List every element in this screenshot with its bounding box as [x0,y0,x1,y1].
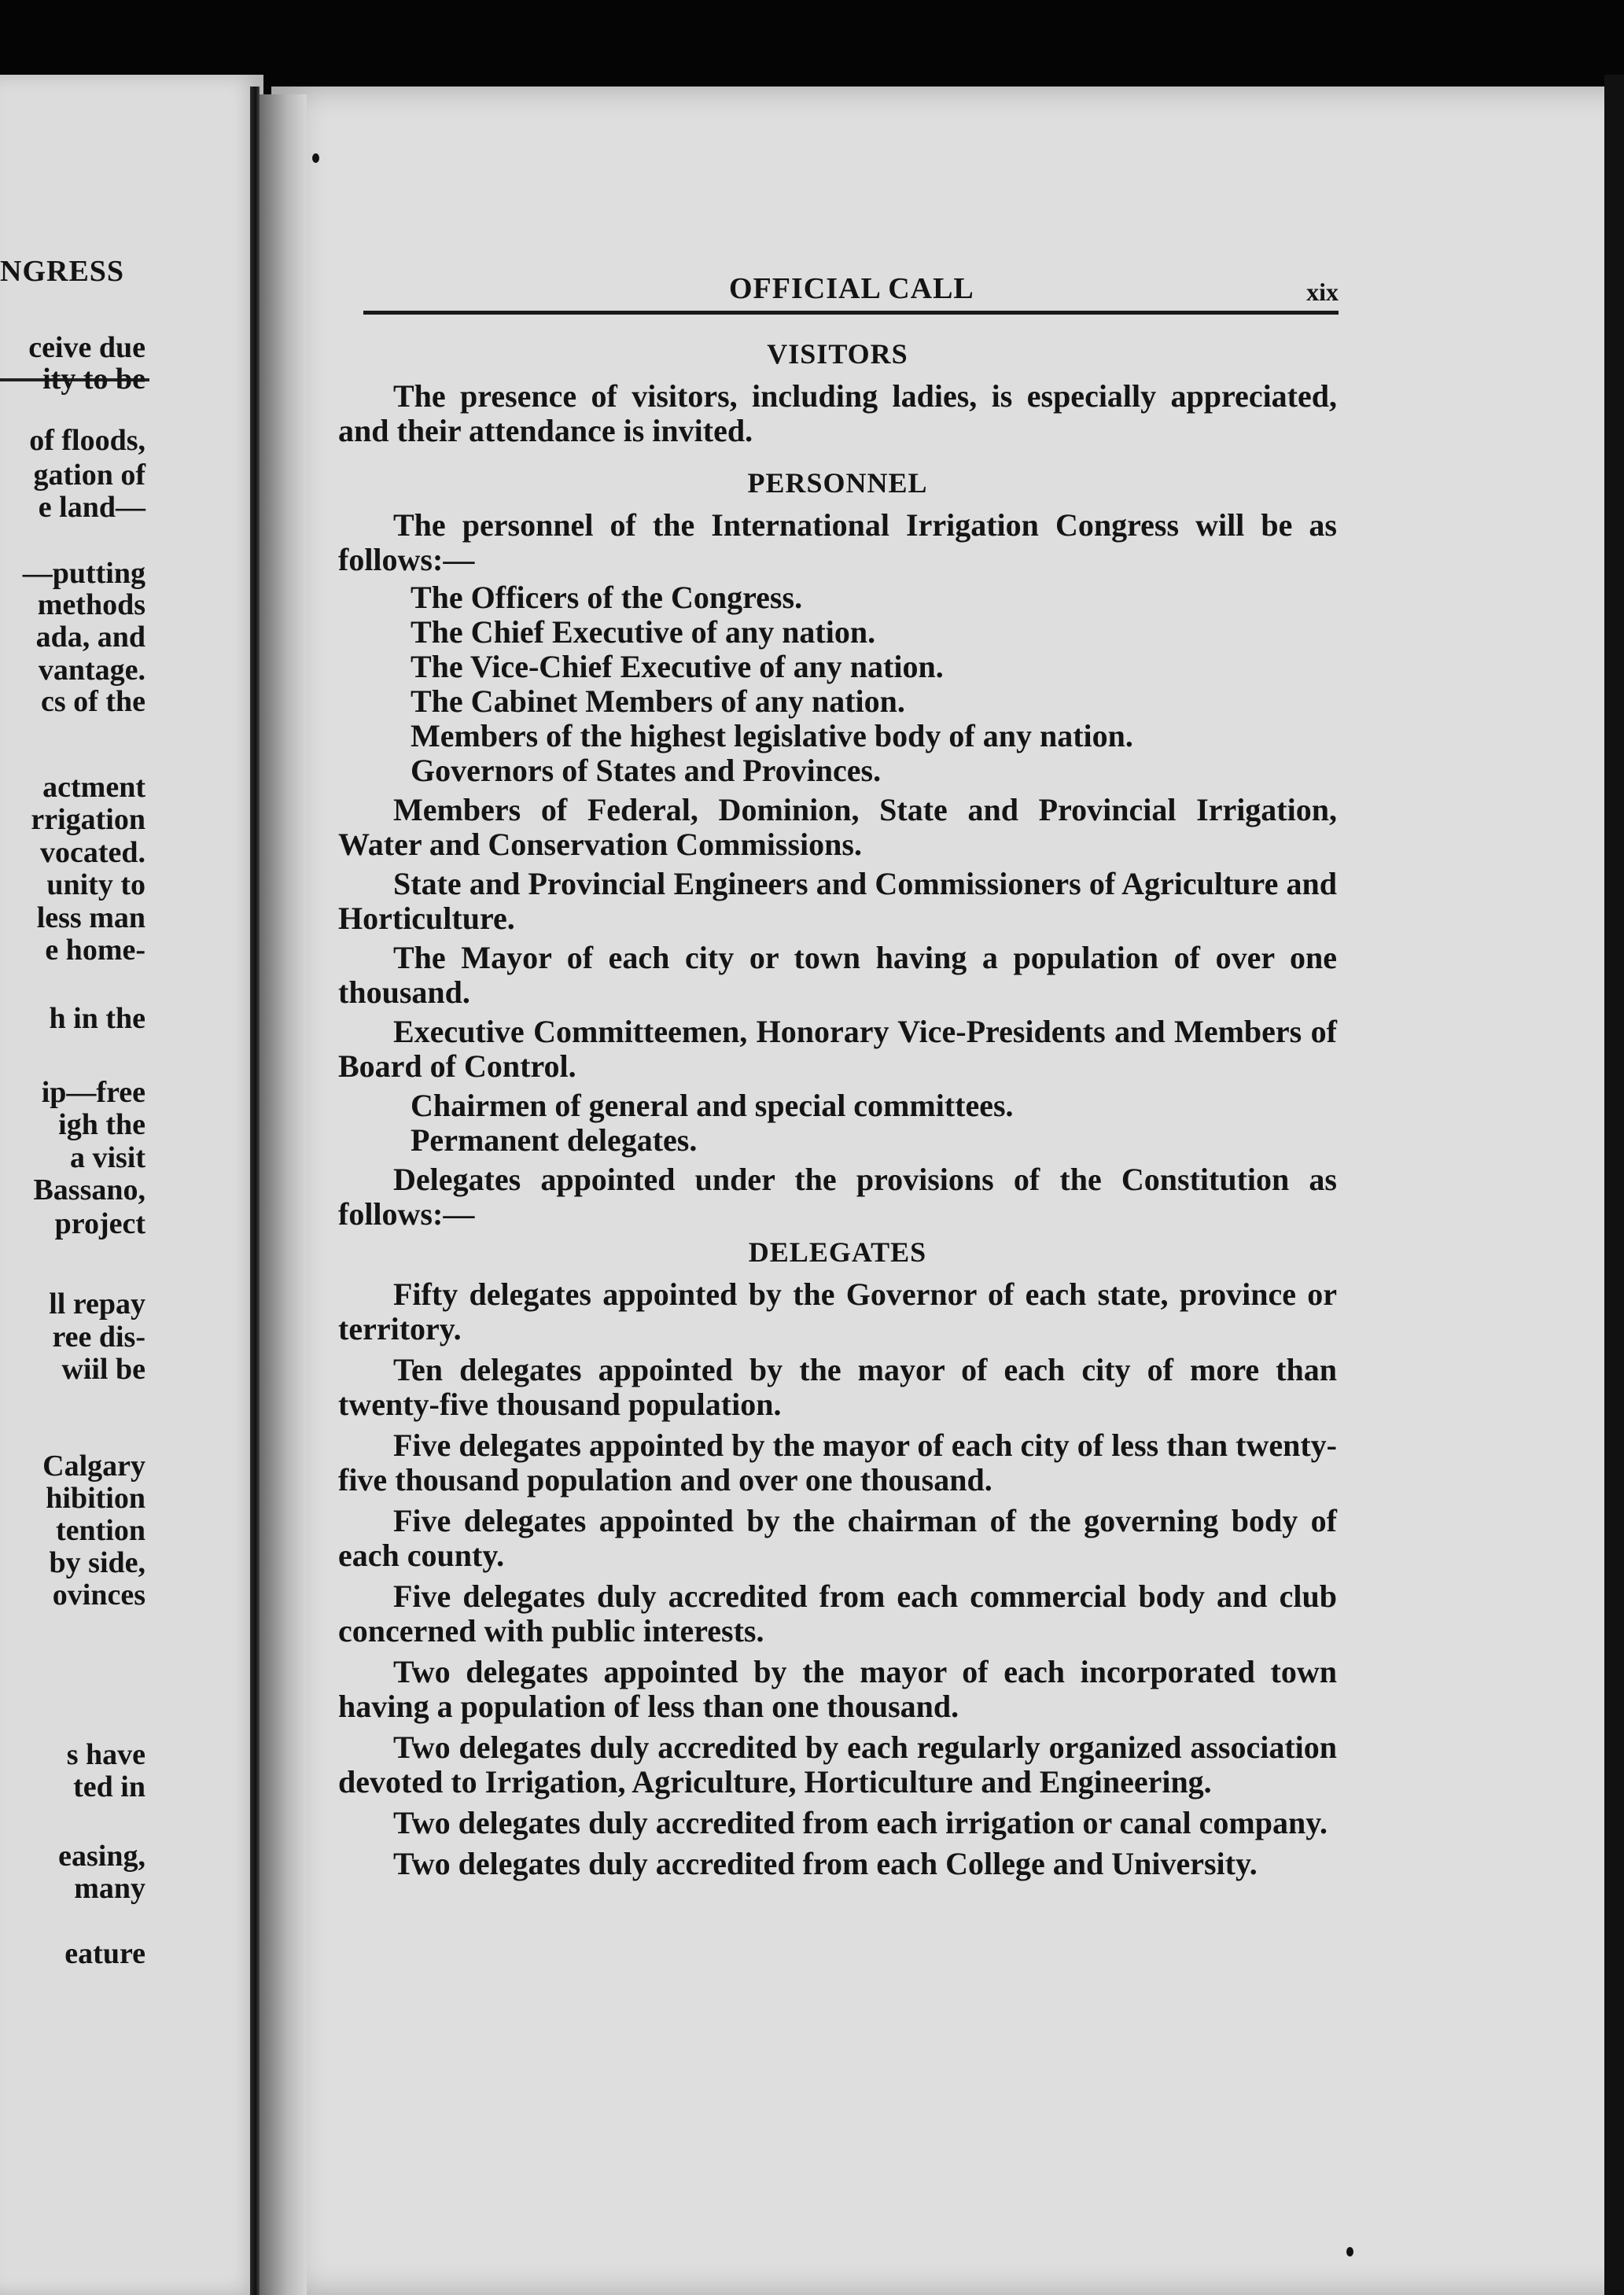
personnel-paragraph: Executive Committeemen, Honorary Vice-Presidents and Members of Board of Control. [338,1014,1337,1084]
delegates-paragraph: Two delegates duly accredited from each irrigation or canal company. [393,1805,1328,1840]
left-page-line: ll repay [49,1287,145,1321]
left-page-line: h in the [49,1002,145,1035]
personnel-intro: The personnel of the International Irrigation Congress will be as follows:— [338,507,1337,577]
personnel-list [338,580,1337,788]
list-item: The Chief Executive of any nation. [411,614,876,650]
left-page-line: by side, [49,1546,145,1579]
left-page-line: Calgary [42,1450,145,1483]
left-page-line: cs of the [41,685,145,718]
left-page-line: ity to be [42,363,145,396]
left-page-line: methods [37,588,145,621]
delegates-paragraph: Two delegates duly accredited by each regularly organized association devoted to Irrigation, Agriculture, Horticulture and Engineering. [338,1730,1337,1800]
left-page-line: hibition [46,1482,145,1515]
left-page-line: a visit [69,1141,145,1174]
delegates-paragraph: Five delegates duly accredited from each commercial body and club concerned with public interests. [338,1579,1337,1648]
left-page-line: s have [66,1738,145,1771]
list-item: The Vice-Chief Executive of any nation. [411,649,944,684]
left-page-line: many [74,1872,145,1905]
header-rule [363,311,1339,315]
running-header [363,271,1339,306]
left-page-line: ree dis- [52,1321,145,1354]
running-header-title: OFFICIAL CALL [729,272,974,305]
left-page-line: ip—free [41,1076,145,1109]
delegates-paragraph: Two delegates appointed by the mayor of each incorporated town having a population of less than one thousand. [338,1654,1337,1724]
left-page-header: NGRESS [0,255,125,288]
personnel-closing: Delegates appointed under the provisions of the Constitution as follows:— [338,1162,1337,1232]
delegates-paragraph: Two delegates duly accredited from each College and University. [393,1846,1258,1881]
left-facing-page [0,75,263,2295]
left-page-line: gation of [33,459,145,492]
visitors-paragraph: The presence of visitors, including ladies, is especially appreciated, and their attendance is invited. [338,378,1337,448]
speck-mark [1346,2247,1353,2256]
left-page-line: Bassano, [33,1173,145,1206]
list-item: The Officers of the Congress. [411,580,803,615]
list-item: Governors of States and Provinces. [411,753,882,788]
page-edge [1604,75,1624,2295]
list-item: Members of the highest legislative body of any nation. [411,718,1133,753]
page-number: xix [1306,278,1339,306]
left-page-line: of floods, [29,424,145,457]
left-page-line: ovinces [52,1579,145,1612]
delegates-paragraph: Fifty delegates appointed by the Governor of each state, province or territory. [338,1276,1337,1346]
left-page-line: wiil be [61,1353,145,1386]
delegates-paragraph: Five delegates appointed by the mayor of each city of less than twenty-five thousand population and over one thousand. [338,1427,1337,1497]
delegates-heading: DELEGATES [748,1236,927,1268]
left-page-line: tention [56,1514,145,1547]
left-page-line: project [54,1207,145,1240]
left-page-line: unity to [46,868,145,901]
left-page-line: ceive due [28,331,145,364]
speck-mark [312,153,319,163]
list-item: The Cabinet Members of any nation. [411,683,905,719]
personnel-paragraph: State and Provincial Engineers and Commissioners of Agriculture and Horticulture. [338,866,1337,936]
left-page-line: vantage. [38,654,145,687]
left-page-line: actment [42,771,145,804]
book-spine [250,87,260,2295]
left-page-line: vocated. [39,836,145,869]
list-item: Chairmen of general and special committees. [411,1088,1014,1123]
left-page-line: eature [64,1937,145,1970]
visitors-heading: VISITORS [767,338,908,370]
left-page-line: —putting [22,557,145,590]
delegates-paragraph: Five delegates appointed by the chairman of the governing body of each county. [338,1503,1337,1573]
personnel-paragraph: The Mayor of each city or town having a population of over one thousand. [338,940,1337,1010]
page-gutter-shadow [260,94,307,2295]
delegates-paragraph: Ten delegates appointed by the mayor of each city of more than twenty-five thousand population. [338,1352,1337,1422]
page-body [338,330,1337,1884]
left-page-line: igh the [58,1108,145,1141]
left-page-line: rrigation [31,803,145,836]
personnel-paragraph: Members of Federal, Dominion, State and Provincial Irrigation, Water and Conservation Commissions. [338,792,1337,862]
left-page-line: ada, and [35,621,145,654]
left-page-line: easing, [58,1840,145,1873]
left-page-line: less man [36,901,145,934]
left-page-line: ted in [73,1770,145,1803]
left-page-line: e home- [45,934,145,967]
list-item: Permanent delegates. [411,1122,698,1158]
left-page-line: e land— [38,491,145,524]
personnel-heading: PERSONNEL [747,467,928,499]
